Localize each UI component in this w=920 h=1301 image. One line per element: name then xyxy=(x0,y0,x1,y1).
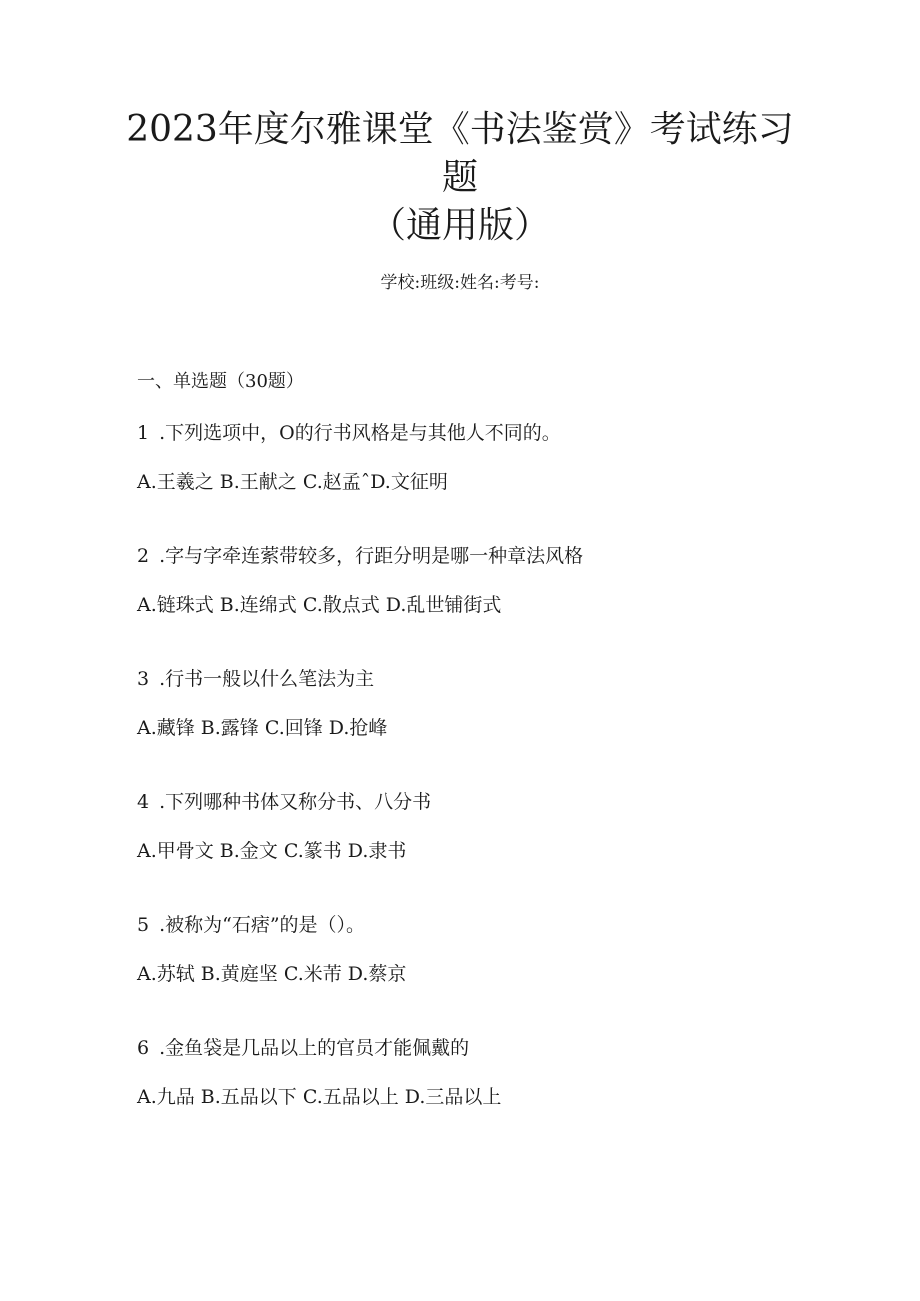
question-2-options: A.链珠式 B.连绵式 C.散点式 D.乱世铺街式 xyxy=(137,594,502,616)
question-number: 3 xyxy=(137,668,150,690)
question-4 xyxy=(137,790,431,814)
document-title-line-3: （通用版） xyxy=(369,205,550,246)
question-text: .金鱼袋是几品以上的官员才能佩戴的 xyxy=(159,1037,470,1059)
question-text: .下列哪种书体又称分书、八分书 xyxy=(159,791,432,813)
question-number: 1 xyxy=(137,422,150,444)
question-text: .字与字牵连萦带较多，行距分明是哪一种章法风格 xyxy=(159,545,584,567)
student-info-line: 学校:班级:姓名:考号: xyxy=(380,273,540,293)
question-text: .行书一般以什么笔法为主 xyxy=(159,668,375,690)
question-6 xyxy=(137,1036,469,1060)
question-number: 5 xyxy=(137,914,150,936)
question-text: .下列选项中，O的行书风格是与其他人不同的。 xyxy=(159,422,561,444)
question-6-options: A.九品 B.五品以下 C.五品以上 D.三品以上 xyxy=(137,1086,502,1108)
question-number: 4 xyxy=(137,791,150,813)
section-heading: 一、单选题（30题） xyxy=(137,371,304,392)
question-5-options: A.苏轼 B.黄庭坚 C.米芾 D.蔡京 xyxy=(137,963,407,985)
question-text: .被称为“石痞”的是（）。 xyxy=(159,914,366,936)
question-3-options: A.藏锋 B.露锋 C.回锋 D.抢峰 xyxy=(137,717,388,739)
document-title-line-2: 题 xyxy=(441,157,478,198)
question-number: 6 xyxy=(137,1037,150,1059)
question-3 xyxy=(137,667,374,691)
question-1-options: A.王羲之 B.王献之 C.赵孟ˆD.文征明 xyxy=(137,471,448,493)
document-title-line-1: 2023年度尔雅课堂《书法鉴赏》考试练习 xyxy=(126,109,794,150)
question-4-options: A.甲骨文 B.金文 C.篆书 D.隶书 xyxy=(137,840,407,862)
question-number: 2 xyxy=(137,545,150,567)
question-1 xyxy=(137,421,561,445)
question-5 xyxy=(137,913,365,937)
question-2 xyxy=(137,544,583,568)
